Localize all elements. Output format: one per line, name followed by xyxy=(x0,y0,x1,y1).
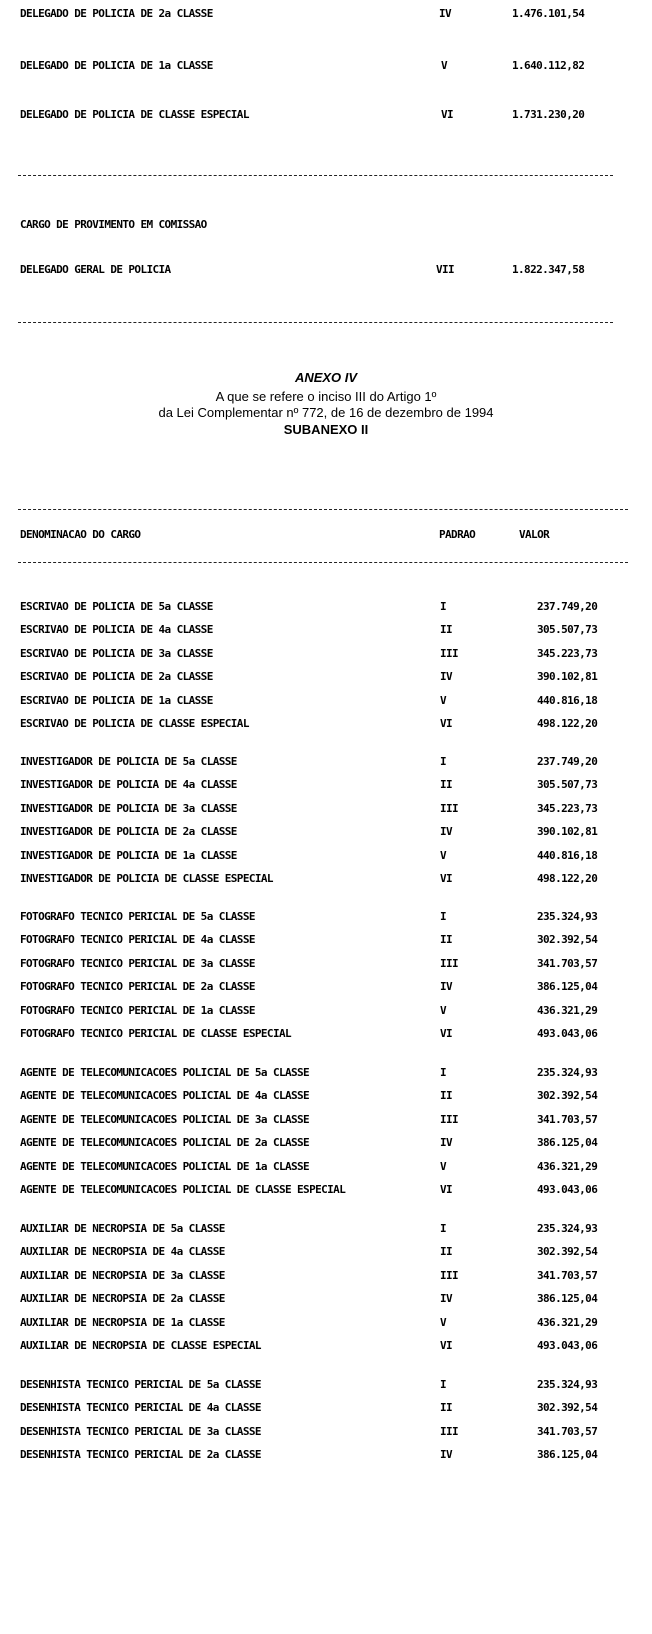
table-row xyxy=(0,1160,652,1180)
cargo-name: INVESTIGADOR DE POLICIA DE 5a CLASSE xyxy=(20,755,237,768)
cargo-padrao: I xyxy=(440,755,447,768)
cargo-valor: 302.392,54 xyxy=(537,1245,598,1258)
table-row xyxy=(0,600,652,620)
cargo-name: ESCRIVAO DE POLICIA DE 2a CLASSE xyxy=(20,670,213,683)
cargo-name: ESCRIVAO DE POLICIA DE 1a CLASSE xyxy=(20,694,213,707)
table-row xyxy=(0,1222,652,1242)
table-row xyxy=(0,872,652,892)
table-row xyxy=(0,7,652,27)
cargo-name: FOTOGRAFO TECNICO PERICIAL DE 1a CLASSE xyxy=(20,1004,255,1017)
table-row xyxy=(0,1004,652,1024)
table-row xyxy=(0,1245,652,1265)
cargo-valor: 341.703,57 xyxy=(537,1425,598,1438)
cargo-name: FOTOGRAFO TECNICO PERICIAL DE 2a CLASSE xyxy=(20,980,255,993)
cargo-name: INVESTIGADOR DE POLICIA DE 1a CLASSE xyxy=(20,849,237,862)
cargo-valor: 440.816,18 xyxy=(537,694,598,707)
cargo-padrao: III xyxy=(440,957,459,970)
cargo-name: DESENHISTA TECNICO PERICIAL DE 2a CLASSE xyxy=(20,1448,261,1461)
cargo-valor: 235.324,93 xyxy=(537,910,598,923)
table-row xyxy=(0,980,652,1000)
cargo-name: AGENTE DE TELECOMUNICACOES POLICIAL DE 2a CLASSE xyxy=(20,1136,310,1149)
cargo-name: INVESTIGADOR DE POLICIA DE 2a CLASSE xyxy=(20,825,237,838)
cargo-padrao: I xyxy=(440,1378,447,1391)
cargo-padrao: III xyxy=(440,802,459,815)
cargo-name: AUXILIAR DE NECROPSIA DE 1a CLASSE xyxy=(20,1316,225,1329)
table-row xyxy=(0,1066,652,1086)
cargo-valor: 1.640.112,82 xyxy=(512,59,585,72)
table-row xyxy=(0,1292,652,1312)
table-row xyxy=(0,1401,652,1421)
cargo-valor: 493.043,06 xyxy=(537,1027,598,1040)
cargo-valor: 1.731.230,20 xyxy=(512,108,585,121)
separator-line xyxy=(18,509,628,510)
column-header-padrao: PADRAO xyxy=(439,528,476,541)
cargo-valor: 302.392,54 xyxy=(537,1089,598,1102)
cargo-name: DELEGADO DE POLICIA DE CLASSE ESPECIAL xyxy=(20,108,249,121)
cargo-valor: 498.122,20 xyxy=(537,717,598,730)
cargo-valor: 305.507,73 xyxy=(537,623,598,636)
cargo-padrao: V xyxy=(440,1004,447,1017)
cargo-padrao: III xyxy=(440,1269,459,1282)
cargo-padrao: IV xyxy=(440,1136,453,1149)
cargo-name: AGENTE DE TELECOMUNICACOES POLICIAL DE 1a CLASSE xyxy=(20,1160,310,1173)
table-row xyxy=(0,1183,652,1203)
cargo-padrao: II xyxy=(440,1089,453,1102)
column-header-valor: VALOR xyxy=(519,528,550,541)
cargo-name: INVESTIGADOR DE POLICIA DE 3a CLASSE xyxy=(20,802,237,815)
cargo-name: DESENHISTA TECNICO PERICIAL DE 5a CLASSE xyxy=(20,1378,261,1391)
table-row xyxy=(0,647,652,667)
cargo-padrao: IV xyxy=(440,825,453,838)
comissao-heading: CARGO DE PROVIMENTO EM COMISSAO xyxy=(20,218,207,231)
cargo-valor: 1.476.101,54 xyxy=(512,7,585,20)
cargo-padrao: V xyxy=(441,59,448,72)
cargo-name: FOTOGRAFO TECNICO PERICIAL DE 5a CLASSE xyxy=(20,910,255,923)
cargo-valor: 1.822.347,58 xyxy=(512,263,585,276)
cargo-padrao: IV xyxy=(440,1292,453,1305)
cargo-name: AUXILIAR DE NECROPSIA DE 2a CLASSE xyxy=(20,1292,225,1305)
table-row xyxy=(0,717,652,737)
section-heading xyxy=(0,218,652,238)
cargo-padrao: III xyxy=(440,647,459,660)
table-row xyxy=(0,263,652,283)
cargo-valor: 390.102,81 xyxy=(537,825,598,838)
anexo-reference-line1: A que se refere o inciso III do Artigo 1º xyxy=(215,389,437,404)
cargo-padrao: II xyxy=(440,933,453,946)
anexo-reference-line2: da Lei Complementar nº 772, de 16 de dezembro de 1994 xyxy=(158,405,494,420)
cargo-padrao: IV xyxy=(440,1448,453,1461)
cargo-name: AUXILIAR DE NECROPSIA DE CLASSE ESPECIAL xyxy=(20,1339,261,1352)
cargo-padrao: VI xyxy=(440,1339,453,1352)
cargo-valor: 305.507,73 xyxy=(537,778,598,791)
cargo-name: ESCRIVAO DE POLICIA DE 3a CLASSE xyxy=(20,647,213,660)
cargo-padrao: VII xyxy=(436,263,455,276)
table-row xyxy=(0,910,652,930)
table-row xyxy=(0,957,652,977)
separator-line xyxy=(18,322,613,323)
cargo-name: INVESTIGADOR DE POLICIA DE CLASSE ESPECIAL xyxy=(20,872,273,885)
cargo-name: AUXILIAR DE NECROPSIA DE 5a CLASSE xyxy=(20,1222,225,1235)
cargo-valor: 235.324,93 xyxy=(537,1222,598,1235)
cargo-padrao: V xyxy=(440,1160,447,1173)
cargo-valor: 237.749,20 xyxy=(537,600,598,613)
cargo-name: AGENTE DE TELECOMUNICACOES POLICIAL DE 5a CLASSE xyxy=(20,1066,310,1079)
cargo-valor: 237.749,20 xyxy=(537,755,598,768)
cargo-valor: 386.125,04 xyxy=(537,1136,598,1149)
anexo-title: ANEXO IV xyxy=(294,370,358,385)
table-row xyxy=(0,1113,652,1133)
table-row xyxy=(0,1027,652,1047)
cargo-name: FOTOGRAFO TECNICO PERICIAL DE 4a CLASSE xyxy=(20,933,255,946)
cargo-valor: 386.125,04 xyxy=(537,1292,598,1305)
cargo-name: AGENTE DE TELECOMUNICACOES POLICIAL DE CLASSE ESPECIAL xyxy=(20,1183,346,1196)
cargo-padrao: IV xyxy=(440,980,453,993)
cargo-padrao: VI xyxy=(440,717,453,730)
table-row xyxy=(0,1448,652,1468)
cargo-name: ESCRIVAO DE POLICIA DE 5a CLASSE xyxy=(20,600,213,613)
cargo-padrao: V xyxy=(440,694,447,707)
cargo-name: DELEGADO GERAL DE POLICIA xyxy=(20,263,171,276)
table-row xyxy=(0,1089,652,1109)
table-header xyxy=(0,528,652,548)
table-row xyxy=(0,1316,652,1336)
cargo-padrao: VI xyxy=(440,872,453,885)
cargo-padrao: I xyxy=(440,910,447,923)
separator-line xyxy=(18,562,628,563)
table-row xyxy=(0,849,652,869)
table-row xyxy=(0,694,652,714)
cargo-valor: 302.392,54 xyxy=(537,933,598,946)
cargo-valor: 493.043,06 xyxy=(537,1339,598,1352)
cargo-name: DELEGADO DE POLICIA DE 1a CLASSE xyxy=(20,59,213,72)
cargo-padrao: VI xyxy=(441,108,454,121)
table-row xyxy=(0,108,652,128)
cargo-name: ESCRIVAO DE POLICIA DE 4a CLASSE xyxy=(20,623,213,636)
table-row xyxy=(0,755,652,775)
cargo-padrao: V xyxy=(440,849,447,862)
cargo-valor: 345.223,73 xyxy=(537,802,598,815)
cargo-padrao: II xyxy=(440,623,453,636)
cargo-padrao: IV xyxy=(440,670,453,683)
cargo-padrao: VI xyxy=(440,1183,453,1196)
cargo-padrao: II xyxy=(440,1245,453,1258)
cargo-name: AUXILIAR DE NECROPSIA DE 4a CLASSE xyxy=(20,1245,225,1258)
table-row xyxy=(0,778,652,798)
cargo-name: AGENTE DE TELECOMUNICACOES POLICIAL DE 4a CLASSE xyxy=(20,1089,310,1102)
cargo-valor: 341.703,57 xyxy=(537,1269,598,1282)
cargo-valor: 386.125,04 xyxy=(537,1448,598,1461)
table-row xyxy=(0,1425,652,1445)
table-row xyxy=(0,1136,652,1156)
cargo-padrao: I xyxy=(440,600,447,613)
cargo-valor: 498.122,20 xyxy=(537,872,598,885)
cargo-name: DELEGADO DE POLICIA DE 2a CLASSE xyxy=(20,7,213,20)
cargo-name: FOTOGRAFO TECNICO PERICIAL DE 3a CLASSE xyxy=(20,957,255,970)
cargo-padrao: I xyxy=(440,1066,447,1079)
subanexo-title: SUBANEXO II xyxy=(283,422,369,437)
cargo-valor: 440.816,18 xyxy=(537,849,598,862)
cargo-padrao: I xyxy=(440,1222,447,1235)
cargo-valor: 436.321,29 xyxy=(537,1160,598,1173)
cargo-valor: 341.703,57 xyxy=(537,1113,598,1126)
cargo-valor: 235.324,93 xyxy=(537,1066,598,1079)
column-header-cargo: DENOMINACAO DO CARGO xyxy=(20,528,141,541)
table-row xyxy=(0,1269,652,1289)
table-row xyxy=(0,802,652,822)
cargo-valor: 386.125,04 xyxy=(537,980,598,993)
cargo-valor: 345.223,73 xyxy=(537,647,598,660)
cargo-valor: 341.703,57 xyxy=(537,957,598,970)
cargo-name: FOTOGRAFO TECNICO PERICIAL DE CLASSE ESPECIAL xyxy=(20,1027,292,1040)
table-row xyxy=(0,623,652,643)
cargo-name: AGENTE DE TELECOMUNICACOES POLICIAL DE 3a CLASSE xyxy=(20,1113,310,1126)
cargo-padrao: VI xyxy=(440,1027,453,1040)
cargo-valor: 493.043,06 xyxy=(537,1183,598,1196)
cargo-padrao: III xyxy=(440,1425,459,1438)
cargo-padrao: IV xyxy=(439,7,452,20)
cargo-name: INVESTIGADOR DE POLICIA DE 4a CLASSE xyxy=(20,778,237,791)
table-row xyxy=(0,825,652,845)
cargo-padrao: V xyxy=(440,1316,447,1329)
cargo-padrao: II xyxy=(440,1401,453,1414)
cargo-valor: 436.321,29 xyxy=(537,1316,598,1329)
table-row xyxy=(0,1378,652,1398)
cargo-valor: 302.392,54 xyxy=(537,1401,598,1414)
table-row xyxy=(0,670,652,690)
cargo-valor: 235.324,93 xyxy=(537,1378,598,1391)
cargo-padrao: III xyxy=(440,1113,459,1126)
separator-line xyxy=(18,175,613,176)
cargo-valor: 436.321,29 xyxy=(537,1004,598,1017)
cargo-padrao: II xyxy=(440,778,453,791)
cargo-name: ESCRIVAO DE POLICIA DE CLASSE ESPECIAL xyxy=(20,717,249,730)
table-row xyxy=(0,1339,652,1359)
cargo-name: AUXILIAR DE NECROPSIA DE 3a CLASSE xyxy=(20,1269,225,1282)
table-row xyxy=(0,933,652,953)
cargo-name: DESENHISTA TECNICO PERICIAL DE 4a CLASSE xyxy=(20,1401,261,1414)
cargo-valor: 390.102,81 xyxy=(537,670,598,683)
table-row xyxy=(0,59,652,79)
cargo-name: DESENHISTA TECNICO PERICIAL DE 3a CLASSE xyxy=(20,1425,261,1438)
